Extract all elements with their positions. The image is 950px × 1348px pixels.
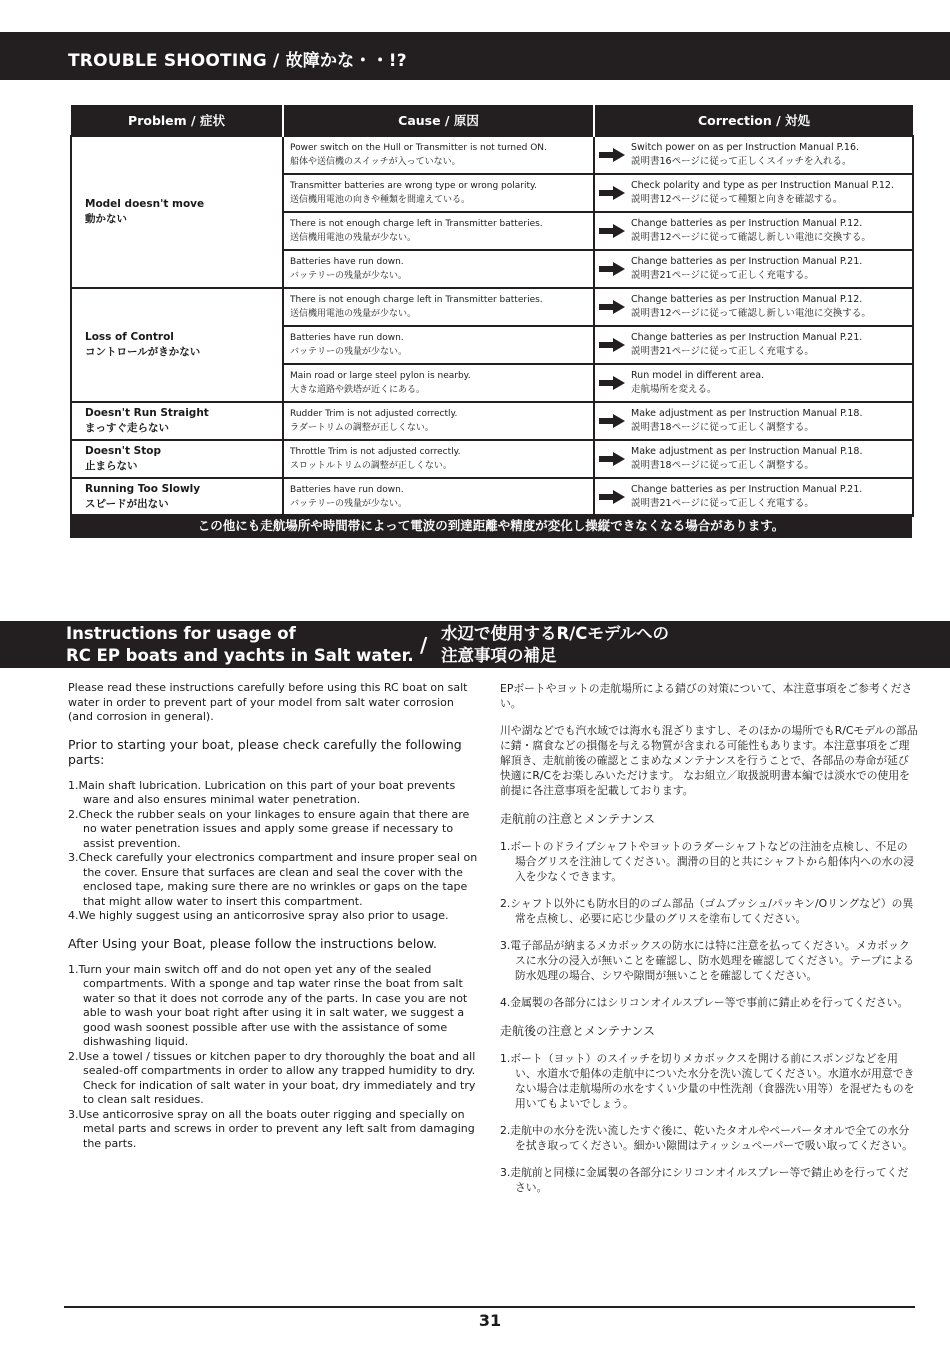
correction-en: Change batteries as per Instruction Manual P.12.: [631, 218, 863, 229]
cause-cell: [283, 212, 594, 250]
english-before-heading: Prior to starting your boat, please check carefully the following parts:: [68, 736, 462, 767]
table-row: [71, 402, 913, 440]
problem-cell: [71, 136, 283, 288]
correction-en: Change batteries as per Instruction Manual P.21.: [631, 484, 863, 495]
salt-title-jp-line2: 注意事項の補足: [441, 646, 557, 665]
problem-cell: [71, 478, 283, 516]
cause-en: Transmitter batteries are wrong type or wrong polarity.: [290, 181, 537, 191]
problem-en: Doesn't Stop: [85, 445, 161, 457]
salt-title-en-line2: RC EP boats and yachts in Salt water.: [66, 646, 414, 665]
problem-header: Problem / 症状: [71, 105, 283, 136]
correction-en: Make adjustment as per Instruction Manual P.18.: [631, 408, 863, 419]
cause-cell: [283, 440, 594, 478]
cause-jp: 大きな道路や鉄塔が近くにある。: [290, 385, 426, 395]
correction-en: Change batteries as per Instruction Manual P.12.: [631, 294, 863, 305]
list-item: 4.We highly suggest using an anticorrosive spray also prior to usage.: [68, 909, 449, 922]
english-before-list: [68, 779, 478, 924]
cause-jp: バッテリーの残量が少ない。: [290, 499, 408, 509]
table-header-row: [71, 105, 913, 136]
cause-en: Throttle Trim is not adjusted correctly.: [290, 447, 461, 457]
cause-cell: [283, 326, 594, 364]
english-intro: Please read these instructions carefully before using this RC boat on salt water in order to prevent part of your model from salt water corrosion (and corrosion in general).: [68, 681, 468, 723]
salt-title-jp-line1: 水辺で使用するR/Cモデルへの: [441, 624, 670, 643]
correction-cell: [594, 136, 913, 174]
arrow-right-icon: [599, 148, 625, 162]
correction-cell: [594, 402, 913, 440]
arrow-right-icon: [599, 414, 625, 428]
cause-jp: スロットルトリムの調整が正しくない。: [290, 461, 452, 471]
salt-title-en-line1: Instructions for usage of: [66, 624, 296, 643]
cause-en: Batteries have run down.: [290, 257, 404, 267]
cause-en: Main road or large steel pylon is nearby.: [290, 371, 471, 381]
correction-cell: [594, 212, 913, 250]
cause-jp: バッテリーの残量が少ない。: [290, 271, 408, 281]
japanese-before-heading: 走航前の注意とメンテナンス: [500, 812, 656, 826]
list-item: 3.走航前と同様に金属製の各部分にシリコンオイルスプレー等で錆止めを行ってください。: [500, 1166, 909, 1194]
salt-title-slash: /: [420, 633, 428, 657]
problem-jp: コントロールがきかない: [85, 346, 201, 358]
problem-jp: 止まらない: [85, 460, 138, 472]
cause-cell: [283, 402, 594, 440]
correction-jp: 説明書18ページに従って正しく調整する。: [631, 422, 814, 433]
list-item: 1.ボート（ヨット）のスイッチを切りメカボックスを開ける前にスポンジなどを用い、水道水で船体の走航中についた水分を洗い流してください。水道水が用意できない場合は走航場所の水をすくい少量の中性洗剤（食器洗い用等）を混ぜたものを用いてもよいでしょう。: [500, 1052, 915, 1110]
correction-jp: 走航場所を変える。: [631, 384, 717, 395]
correction-en: Change batteries as per Instruction Manual P.21.: [631, 332, 863, 343]
trouble-shooting-banner: [0, 32, 950, 80]
correction-header: Correction / 対処: [594, 105, 913, 136]
list-item: 4.金属製の各部分にはシリコンオイルスプレー等で事前に錆止めを行ってください。: [500, 996, 909, 1009]
list-item: 2.Use a towel / tissues or kitchen paper to dry thoroughly the boat and all sealed-off compartments in order to allow any trapped humidity to dry. Check for indication of salt water in your boat, dry immediately and try to clean salt residues.: [68, 1049, 476, 1106]
japanese-before-list: [500, 839, 918, 1010]
list-item: 3.Check carefully your electronics compartment and insure proper seal on the cover. Ensure that surfaces are clean and seal the cover with the enclosed tape, making sure there are no wrinkles or gaps on the tape that might allow water to insert this compartment.: [68, 851, 478, 908]
cause-en: There is not enough charge left in Transmitter batteries.: [290, 219, 543, 229]
cause-jp: 送信機用電池の向きや種類を間違えている。: [290, 195, 471, 205]
cause-en: Batteries have run down.: [290, 333, 404, 343]
table-row: [71, 440, 913, 478]
problem-cell: [71, 440, 283, 478]
cause-jp: 送信機用電池の残量が少ない。: [290, 309, 417, 319]
correction-cell: [594, 440, 913, 478]
arrow-right-icon: [599, 490, 625, 504]
correction-en: Run model in different area.: [631, 370, 765, 381]
cause-cell: [283, 250, 594, 288]
correction-jp: 説明書12ページに従って種類と向きを確認する。: [631, 194, 843, 205]
salt-water-banner: [0, 621, 950, 668]
cause-jp: 船体や送信機のスイッチが入っていない。: [290, 157, 461, 167]
english-after-heading: After Using your Boat, please follow the instructions below.: [68, 935, 437, 951]
range-note-bar: [70, 514, 912, 538]
correction-jp: 説明書16ページに従って正しくスイッチを入れる。: [631, 156, 852, 167]
arrow-right-icon: [599, 300, 625, 314]
cause-en: Power switch on the Hull or Transmitter is not turned ON.: [290, 143, 547, 153]
cause-cell: [283, 174, 594, 212]
english-instructions: [68, 681, 478, 1151]
correction-en: Change batteries as per Instruction Manual P.21.: [631, 256, 863, 267]
salt-title-en: [66, 623, 414, 667]
correction-jp: 説明書12ページに従って確認し新しい電池に交換する。: [631, 308, 871, 319]
correction-jp: 説明書12ページに従って確認し新しい電池に交換する。: [631, 232, 871, 243]
japanese-after-heading: 走航後の注意とメンテナンス: [500, 1024, 656, 1038]
table-body: [71, 136, 913, 516]
correction-cell: [594, 364, 913, 402]
table-row: [71, 288, 913, 326]
problem-en: Doesn't Run Straight: [85, 407, 209, 419]
correction-cell: [594, 174, 913, 212]
arrow-right-icon: [599, 376, 625, 390]
japanese-intro: EPボートやヨットの走航場所による錆びの対策について、本注意事項をご参考ください。: [500, 682, 913, 710]
list-item: 2.走航中の水分を洗い流したすぐ後に、乾いたタオルやペーパータオルで全ての水分を拭き取ってください。細かい隙間はティッシュペーパーで吸い取ってください。: [500, 1124, 913, 1152]
japanese-after-list: [500, 1051, 918, 1195]
problem-en: Running Too Slowly: [85, 483, 201, 495]
trouble-shooting-table: [70, 105, 914, 517]
footer-rule: [64, 1306, 915, 1308]
correction-jp: 説明書21ページに従って正しく充電する。: [631, 346, 814, 357]
problem-en: Loss of Control: [85, 331, 174, 343]
correction-en: Check polarity and type as per Instruction Manual P.12.: [631, 180, 894, 191]
problem-en: Model doesn't move: [85, 198, 205, 210]
arrow-right-icon: [599, 224, 625, 238]
cause-cell: [283, 136, 594, 174]
correction-jp: 説明書18ページに従って正しく調整する。: [631, 460, 814, 471]
correction-jp: 説明書21ページに従って正しく充電する。: [631, 270, 814, 281]
range-note: この他にも走航場所や時間帯によって電波の到達距離や精度が変化し操縦できなくなる場合があります。: [197, 518, 785, 533]
arrow-right-icon: [599, 186, 625, 200]
cause-cell: [283, 364, 594, 402]
cause-cell: [283, 478, 594, 516]
trouble-shooting-title: TROUBLE SHOOTING / 故障かな・・!?: [68, 51, 407, 71]
correction-en: Make adjustment as per Instruction Manual P.18.: [631, 446, 863, 457]
list-item: 3.Use anticorrosive spray on all the boats outer rigging and specially on metal parts and screws in order to prevent any left salt from damaging the parts.: [68, 1107, 475, 1150]
cause-header: Cause / 原因: [283, 105, 594, 136]
page-number: 31: [478, 1311, 502, 1330]
list-item: 3.電子部品が納まるメカボックスの防水には特に注意を払ってください。メカボックスに水分の浸入が無いことを確認し、防水処理を確認してください。テープによる防水処理の場合、シワや隙間が無いことを確認してください。: [500, 939, 914, 982]
list-item: 2.シャフト以外にも防水目的のゴム部品（ゴムブッシュ/パッキン/Oリングなど）の異常を点検し、必要に応じ少量のグリスを塗布してください。: [500, 897, 914, 925]
list-item: 2.Check the rubber seals on your linkages to ensure again that there are no water penetration issues and apply some grease if necessary to assist prevention.: [68, 807, 470, 850]
cause-en: Batteries have run down.: [290, 485, 404, 495]
cause-jp: 送信機用電池の残量が少ない。: [290, 233, 417, 243]
english-after-list: [68, 963, 478, 1152]
cause-en: Rudder Trim is not adjusted correctly.: [290, 409, 458, 419]
cause-cell: [283, 288, 594, 326]
correction-cell: [594, 478, 913, 516]
correction-jp: 説明書21ページに従って正しく充電する。: [631, 498, 814, 509]
table-row: [71, 136, 913, 174]
problem-jp: スピードが出ない: [85, 498, 169, 510]
list-item: 1.Main shaft lubrication. Lubrication on this part of your boat prevents ware and also ensures minimal water penetration.: [68, 778, 456, 806]
japanese-instructions: [500, 681, 918, 1195]
problem-jp: まっすぐ走らない: [85, 422, 169, 434]
cause-jp: ラダートリムの調整が正しくない。: [290, 423, 434, 433]
arrow-right-icon: [599, 452, 625, 466]
cause-en: There is not enough charge left in Transmitter batteries.: [290, 295, 543, 305]
list-item: 1.ボートのドライブシャフトやヨットのラダーシャフトなどの注油を点検し、不足の場合グリスを注油してください。潤滑の目的と共にシャフトから船体内への水の浸入を少なくできます。: [500, 840, 915, 883]
arrow-right-icon: [599, 262, 625, 276]
salt-title-jp: [441, 623, 669, 667]
problem-jp: 動かない: [85, 213, 127, 225]
list-item: 1.Turn your main switch off and do not open yet any of the sealed compartments. With a sponge and tap water rinse the boat from salt water so that it does not corrode any of the parts. In case you are not able to wash your boat right after using it in salt water, we suggest a good wash soonest possible after use with the assistance of some dishwashing liquid.: [68, 962, 468, 1048]
problem-cell: [71, 402, 283, 440]
table-row: [71, 478, 913, 516]
cause-jp: バッテリーの残量が少ない。: [290, 347, 408, 357]
correction-cell: [594, 288, 913, 326]
arrow-right-icon: [599, 338, 625, 352]
problem-cell: [71, 288, 283, 402]
japanese-para2: 川や湖などでも汽水域では海水も混ざりますし、そのほかの場所でもR/Cモデルの部品に錆・腐食などの損傷を与える物質が含まれる可能性もあります。本注意事項をご理解頂き、走航前後の確認とこまめなメンテナンスを行うことで、各部品の寿命が延び快適にR/Cをお楽しみいただけます。 なお組立／取扱説明書本編では淡水での使用を前提に各注意事項を記載しております。: [500, 724, 918, 797]
correction-cell: [594, 326, 913, 364]
correction-en: Switch power on as per Instruction Manual P.16.: [631, 142, 860, 153]
correction-cell: [594, 250, 913, 288]
